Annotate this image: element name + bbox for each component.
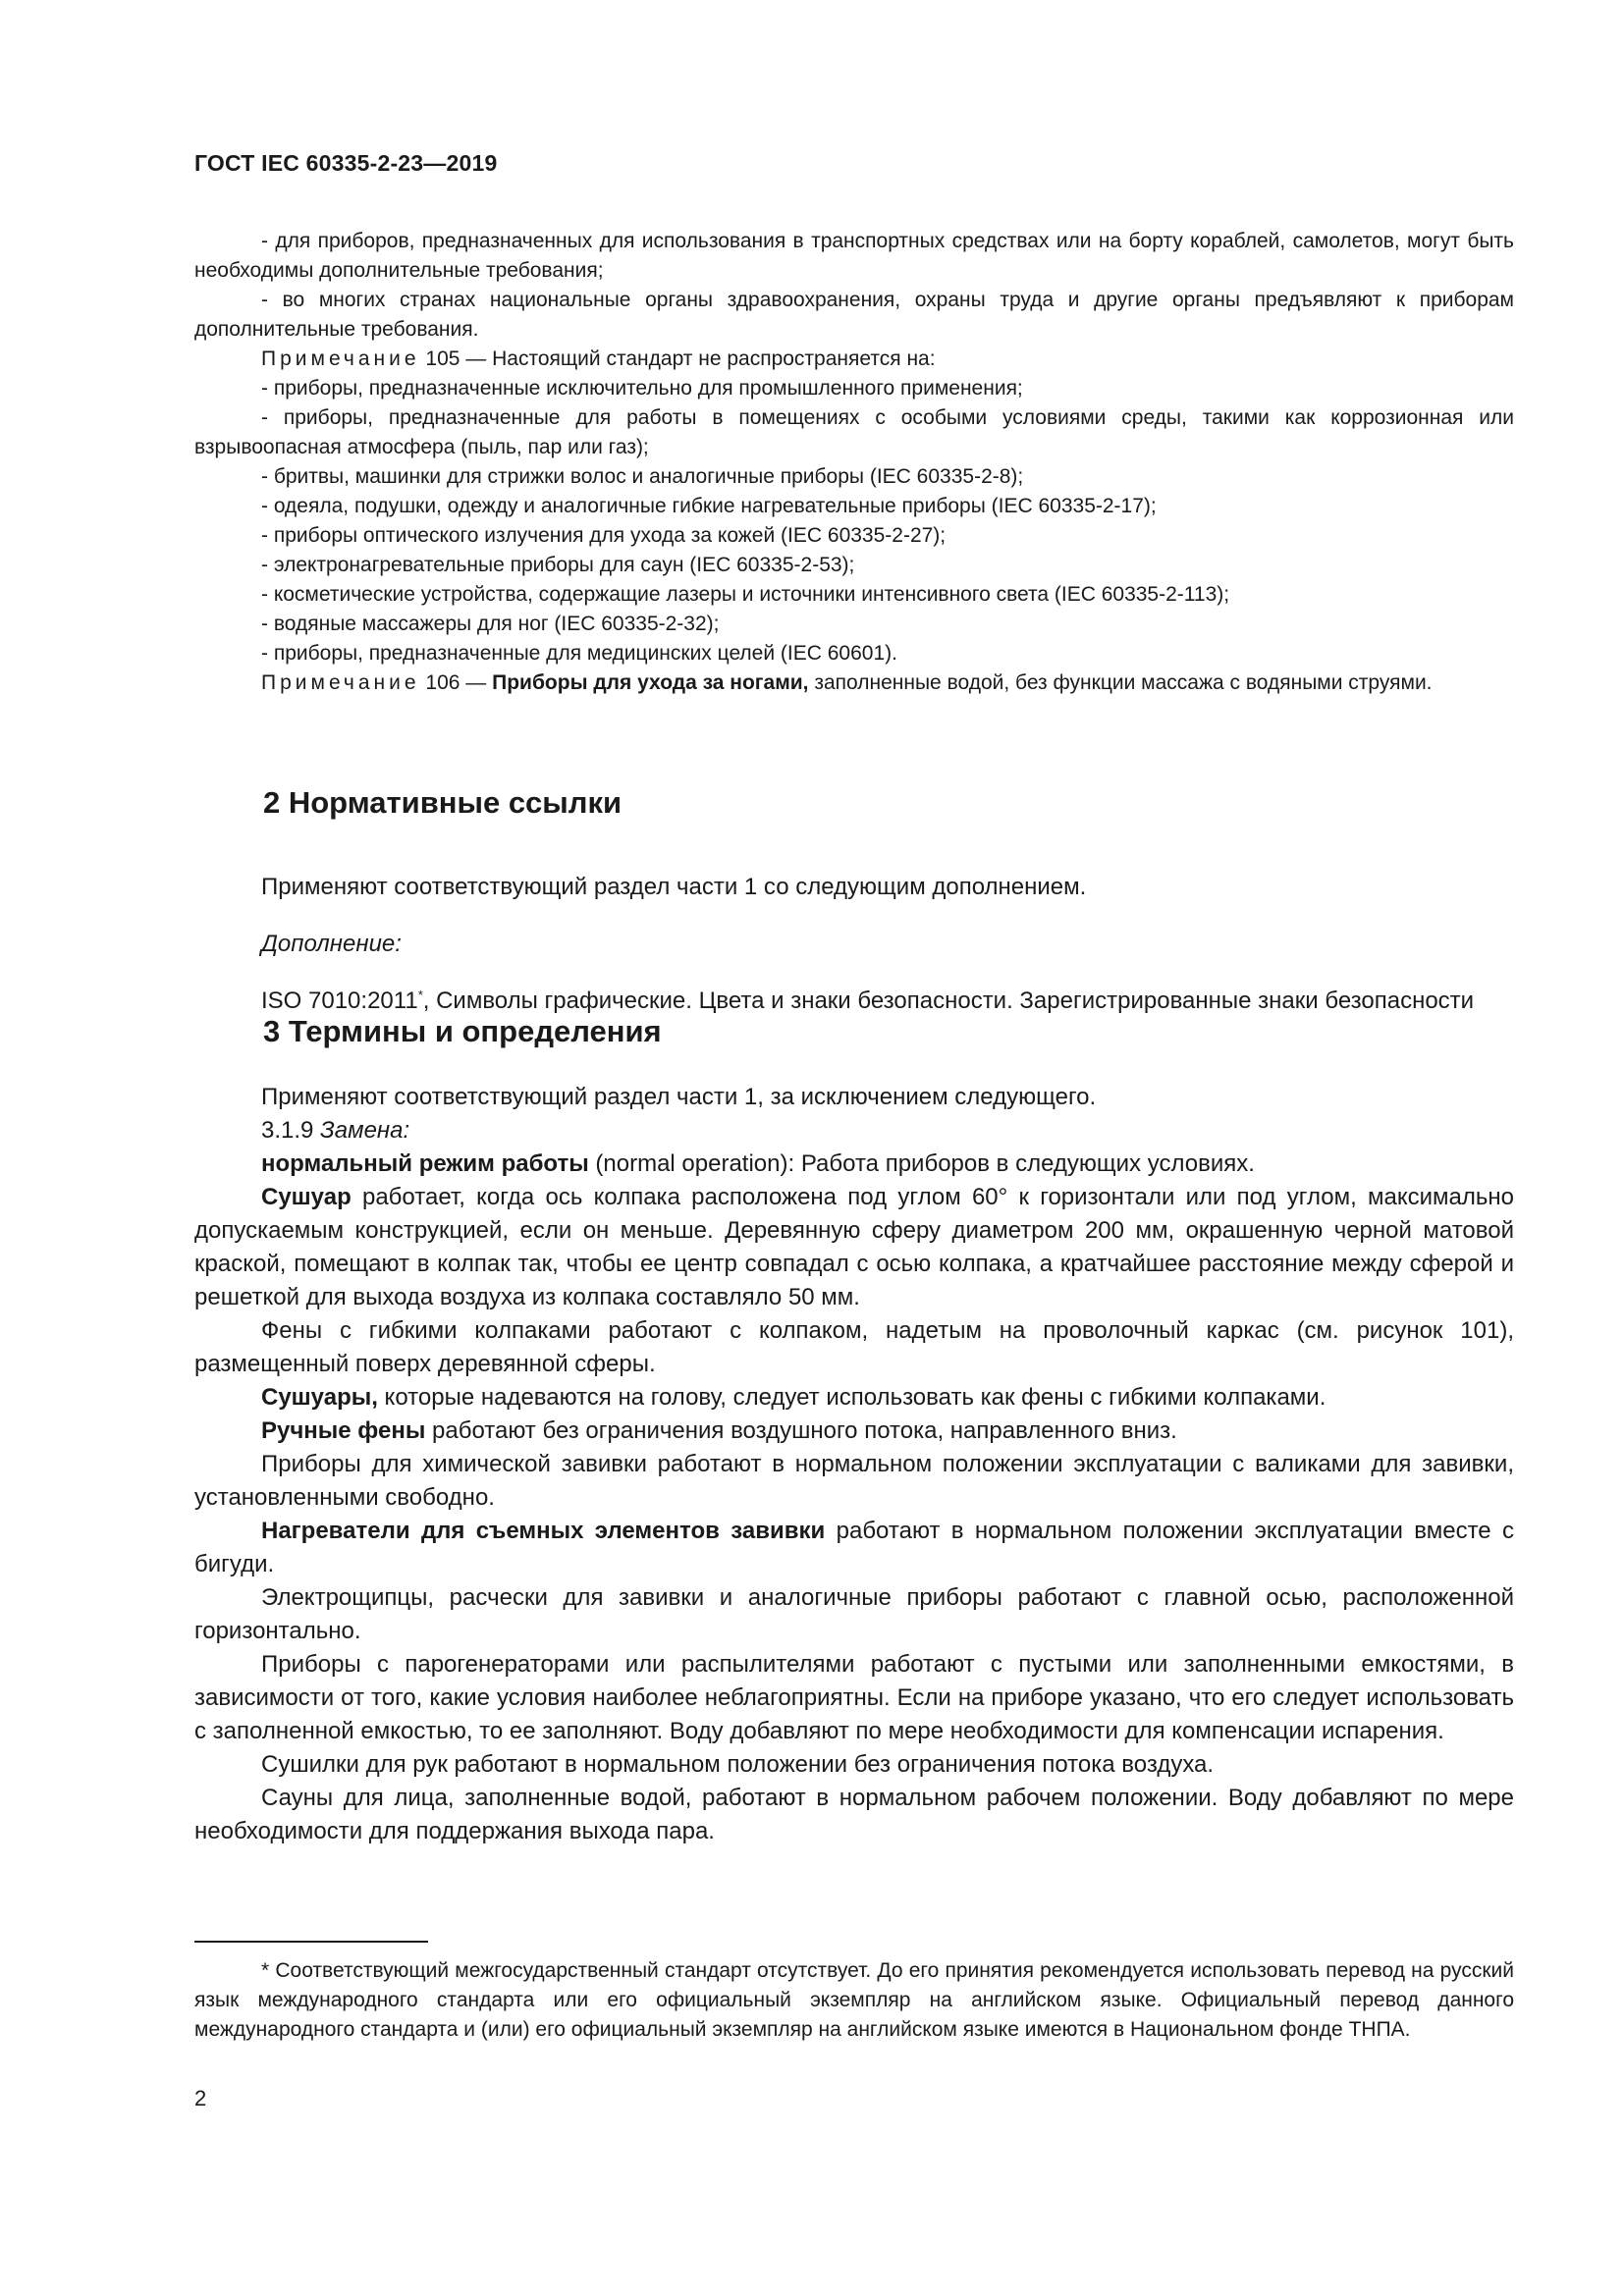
paragraph-text: работает, когда ось колпака расположена под углом 60° к горизонтали или под углом, максимально допускаемым конструкцией, если он меньше. Деревянную сферу диаметром 200 мм, окрашенную черной матовой краской, помещают в колпак так, чтобы ее центр совпадал с осью колпака, а кратчайшее расстояние между сферой и решеткой для выхода воздуха из колпака составляло 50 мм. xyxy=(194,1184,1514,1310)
term-definition xyxy=(194,1148,1514,1181)
reference-text: , Символы графические. Цвета и знаки безопасности. Зарегистрированные знаки безопасности xyxy=(422,988,1475,1014)
intro-paragraph: - для приборов, предназначенных для использования в транспортных средствах или на борту кораблей, самолетов, могут быть необходимы дополнительные требования; xyxy=(194,230,1514,282)
clause-number: 3.1.9 xyxy=(261,1117,321,1144)
note-list-item: - косметические устройства, содержащие лазеры и источники интенсивного света (IEC 60335-2-113); xyxy=(261,583,1230,606)
note-number: 106 xyxy=(425,671,460,694)
footnote-divider xyxy=(194,1941,428,1943)
reference-code: ISO 7010:2011 xyxy=(261,988,418,1014)
section-3-body xyxy=(194,1081,1514,1848)
paragraph-parogen: Приборы с парогенераторами или распылителями работают с пустыми или заполненными емкостями, в зависимости от того, какие условия наиболее неблагоприятны. Если на приборе указано, что его следует использовать с заполненной емкостью, то ее заполняют. Воду добавляют по мере необходимости для компенсации испарения. xyxy=(194,1651,1514,1744)
section-3-paragraph: Применяют соответствующий раздел части 1, за исключением следующего. xyxy=(261,1084,1097,1110)
paragraph-himich: Приборы для химической завивки работают в нормальном положении эксплуатации с валиками для завивки, установленными свободно. xyxy=(194,1451,1514,1511)
footnote-mark: * xyxy=(417,988,423,1002)
paragraph-elektro: Электрощипцы, расчески для завивки и аналогичные приборы работают с главной осью, расположенной горизонтально. xyxy=(194,1584,1514,1644)
footnote-text: * Соответствующий межгосударственный стандарт отсутствует. До его принятия рекомендуется использовать перевод на русский язык международного стандарта или его официальный экземпляр на английском языке. Официальный перевод данного международного стандарта и (или) его официальный экземпляр на английском языке имеются в Национальном фонде ТНПА. xyxy=(194,1959,1514,2041)
paragraph-ruchnye-feny xyxy=(194,1415,1514,1448)
term-bold: нормальный режим работы xyxy=(261,1150,589,1177)
note-list-item: - бритвы, машинки для стрижки волос и аналогичные приборы (IEC 60335-2-8); xyxy=(261,465,1024,488)
note-bold-term: Приборы для ухода за ногами, xyxy=(492,671,809,694)
note-list-item: - приборы, предназначенные для медицинских целей (IEC 60601). xyxy=(261,642,897,665)
bold-term: Сушуары, xyxy=(261,1384,378,1411)
paragraph-text: которые надеваются на голову, следует использовать как фены с гибкими колпаками. xyxy=(377,1384,1326,1411)
bold-term: Сушуар xyxy=(261,1184,352,1210)
intro-block xyxy=(194,227,1514,698)
page-number: 2 xyxy=(194,2086,207,2110)
note-text: — Настоящий стандарт не распространяется на: xyxy=(460,347,936,370)
section-2-paragraph: Применяют соответствующий раздел части 1 со следующим дополнением. xyxy=(261,874,1087,900)
bold-term: Нагреватели для съемных элементов завивки xyxy=(261,1518,826,1544)
normative-reference xyxy=(194,985,1514,1018)
note-105 xyxy=(194,345,1514,374)
paragraph-sushuary xyxy=(194,1381,1514,1415)
note-label: Примечание xyxy=(261,347,420,370)
note-list-item: - одеяла, подушки, одежду и аналогичные гибкие нагревательные приборы (IEC 60335-2-17); xyxy=(261,495,1157,517)
paragraph-text: работают без ограничения воздушного потока, направленного вниз. xyxy=(425,1417,1177,1444)
note-list-item: - приборы оптического излучения для ухода за кожей (IEC 60335-2-27); xyxy=(261,524,947,547)
term-text: (normal operation): Работа приборов в следующих условиях. xyxy=(588,1150,1255,1177)
clause-label: Замена: xyxy=(320,1117,410,1144)
note-label: Примечание xyxy=(261,671,420,694)
note-dash: — xyxy=(460,671,493,694)
paragraph-feny: Фены с гибкими колпаками работают с колпаком, надетым на проволочный каркас (см. рисунок 101), размещенный поверх деревянной сферы. xyxy=(194,1317,1514,1377)
clause-3-1-9 xyxy=(194,1114,1514,1148)
paragraph-sushuar xyxy=(194,1181,1514,1314)
note-number: 105 xyxy=(425,347,460,370)
paragraph-text: работают в нормальном положении эксплуатации вместе с бигуди. xyxy=(194,1518,1515,1577)
bold-term: Ручные фены xyxy=(261,1417,426,1444)
document-header: ГОСТ IEC 60335-2-23—2019 xyxy=(194,150,498,176)
note-text: заполненные водой, без функции массажа с водяными струями. xyxy=(808,671,1433,694)
paragraph-sushilki: Сушилки для рук работают в нормальном положении без ограничения потока воздуха. xyxy=(261,1751,1215,1778)
note-list-item: - приборы, предназначенные исключительно для промышленного применения; xyxy=(261,377,1023,400)
footnote xyxy=(194,1956,1514,2045)
note-list-item: - водяные массажеры для ног (IEC 60335-2-32); xyxy=(261,613,720,635)
addition-label xyxy=(194,928,1514,961)
intro-paragraph: - во многих странах национальные органы здравоохранения, охраны труда и другие органы предъявляют к приборам дополнительные требования. xyxy=(194,289,1514,341)
note-list-item: - электронагревательные приборы для саун (IEC 60335-2-53); xyxy=(261,554,855,576)
section-2-body xyxy=(194,847,1514,1041)
addition-italic: Дополнение: xyxy=(261,931,402,957)
section-3-heading: 3 Термины и определения xyxy=(263,1014,662,1048)
note-106 xyxy=(194,668,1514,698)
note-list-item: - приборы, предназначенные для работы в помещениях с особыми условиями среды, такими как коррозионная или взрывоопасная атмосфера (пыль, пар или газ); xyxy=(194,406,1514,458)
paragraph-nagrev xyxy=(194,1515,1514,1581)
section-2-heading: 2 Нормативные ссылки xyxy=(263,785,623,820)
paragraph-sauny: Сауны для лица, заполненные водой, работают в нормальном рабочем положении. Воду добавляют по мере необходимости для поддержания выхода пара. xyxy=(194,1785,1514,1844)
